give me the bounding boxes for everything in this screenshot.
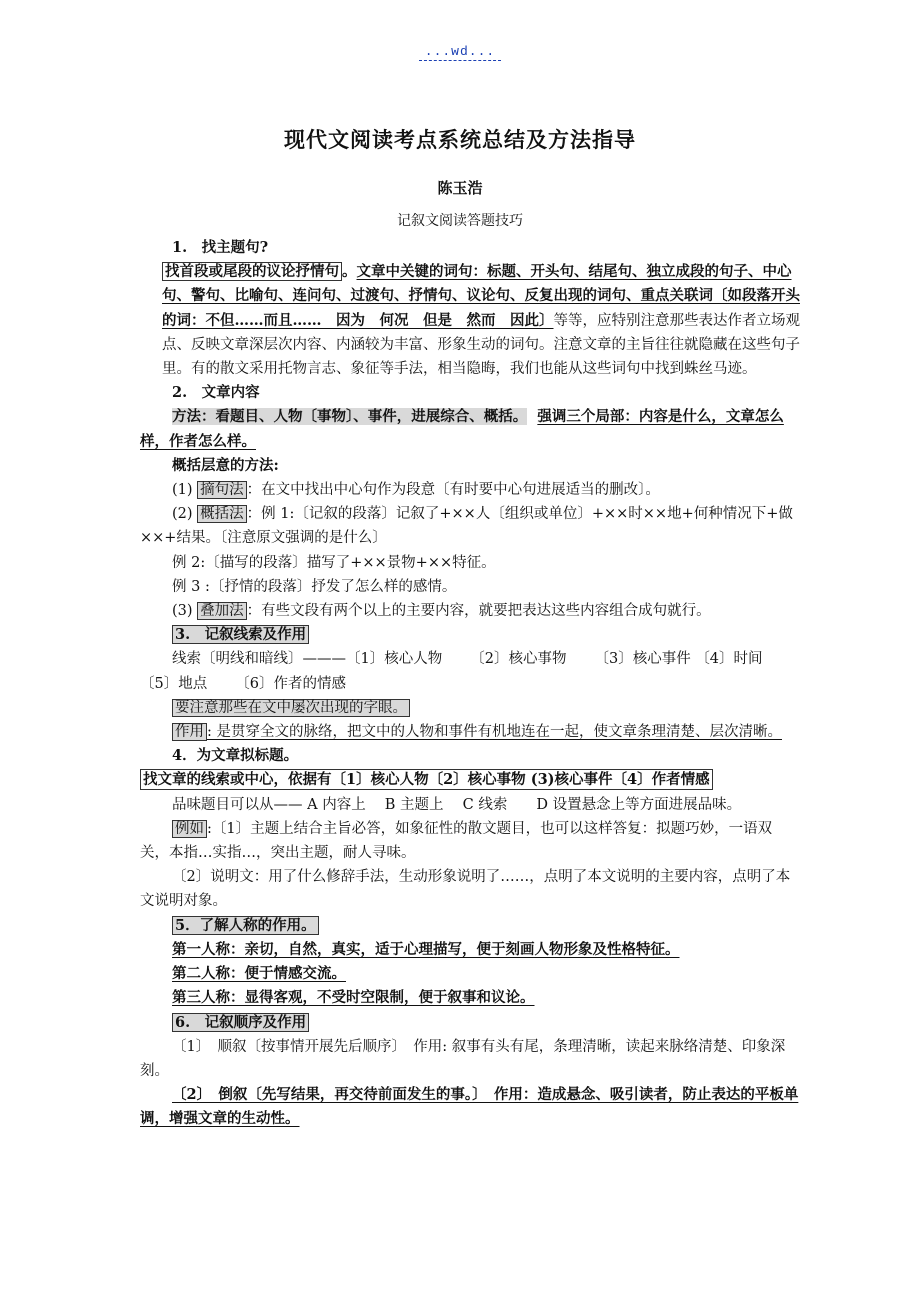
sec1-heading: 1. 找主题句? xyxy=(172,239,269,256)
m1-num: (1) xyxy=(172,482,193,499)
sec4-box-line xyxy=(140,768,800,792)
sec2-method: 方法：看题目、人物〔事物〕、事件，进展综合、概括。 xyxy=(172,408,528,426)
sec3-heading-line xyxy=(140,623,800,647)
sec5-p2: 第二人称：便于情感交流。 xyxy=(172,965,346,983)
m1-tag: 摘句法 xyxy=(197,481,247,499)
sec2-heading: 2. 文章内容 xyxy=(172,384,260,402)
sec4-example xyxy=(140,817,800,865)
sec2-example2: 例 2:〔描写的段落〕描写了+××景物+××特征。 xyxy=(172,554,496,571)
sec4-example2: 〔2〕说明文：用了什么修辞手法，生动形象说明了……，点明了本文说明的主要内容，点明了本文说明对象。 xyxy=(140,869,791,910)
sec6-heading-line xyxy=(140,1011,800,1035)
sec3-role xyxy=(140,720,800,744)
m3-text: ：有些文段有两个以上的主要内容，就要把表达这些内容组合成句就行。 xyxy=(246,603,711,620)
section-subtitle: 记叙文阅读答题技巧 xyxy=(397,213,523,229)
sec2-example3: 例 3 :〔抒情的段落〕抒发了怎么样的感情。 xyxy=(172,578,457,595)
page-header xyxy=(0,44,920,59)
sec3-role-tag: 作用 xyxy=(172,723,207,741)
m3-tag: 叠加法 xyxy=(197,602,247,620)
clue-e: 〔5〕地点 xyxy=(140,675,208,692)
sec2-emphasis: 强调三个局部：内容是什么，文章怎么样，作者怎么样。 xyxy=(140,408,784,450)
clue-f: 〔6〕作者的情感 xyxy=(235,675,346,692)
sec3-heading: 3. 记叙线索及作用 xyxy=(172,625,309,644)
m3-num: (3) xyxy=(172,603,193,620)
sec1-sep: 。 xyxy=(342,263,357,281)
sec6-s2: 〔2〕 倒叙〔先写结果，再交待前面发生的事。〕 作用：造成悬念、吸引读者，防止表达的平板单调，增强文章的生动性。 xyxy=(140,1086,799,1128)
sec5-p3-line xyxy=(140,986,800,1010)
sec1-key: 文章中关键的词句：标题、开头句、结尾句、独立成段的句子、中心句、警句、比喻句、连问句、过渡句、抒情句、议论句、反复出现的词句、重点关联词〔如段落开头的词：不但……而且…… 因为 何况 但是 然而 因此〕 xyxy=(162,263,800,329)
sec6-s1: 〔1〕 顺叙〔按事情开展先后顺序〕 作用: 叙事有头有尾，条理清晰，读起来脉络清楚、印象深刻。 xyxy=(140,1038,786,1079)
sec1-paragraph xyxy=(140,260,800,381)
sec5-p1-line xyxy=(140,938,800,962)
clue-a: 线索〔明线和暗线〕———〔1〕核心人物 xyxy=(172,651,443,668)
sec3-note-line xyxy=(140,696,800,720)
sec1-box: 找首段或尾段的议论抒情句 xyxy=(162,262,342,281)
header-text: ...wd... xyxy=(419,44,501,61)
sec6-s2-line xyxy=(140,1083,800,1131)
sec4-box: 找文章的线索或中心，依据有〔1〕核心人物〔2〕核心事物 (3)核心事件〔4〕作者情感 xyxy=(140,769,713,790)
sec4-eg-text: :〔1〕主题上结合主旨必答，如象征性的散文题目，也可以这样答复：拟题巧妙，一语双关，本指…实指…，突出主题，耐人寻味。 xyxy=(140,820,773,862)
document-title: 现代文阅读考点系统总结及方法指导 xyxy=(284,128,636,152)
sec5-heading: 5．了解人称的作用。 xyxy=(172,916,319,935)
clue-b: 〔2〕核心事物 xyxy=(470,651,567,668)
sec2-sub: 概括层意的方法: xyxy=(172,456,279,474)
document-body xyxy=(140,236,800,1132)
m2-num: (2) xyxy=(172,506,193,523)
sec2-method3 xyxy=(140,599,800,623)
sec5-heading-line xyxy=(140,914,800,938)
author-name: 陈玉浩 xyxy=(437,179,483,197)
sec3-clues xyxy=(140,647,800,695)
m2-tag: 概括法 xyxy=(197,505,247,523)
clue-c: 〔3〕核心事件 xyxy=(594,651,691,668)
sec3-role-text: : 是贯穿全文的脉络，把文中的人物和事件有机地连在一起，使文章条理清楚、层次清晰。 xyxy=(207,724,782,741)
sec4-eg-tag: 例如 xyxy=(172,820,207,838)
sec2-method-line xyxy=(140,405,800,453)
sec1-rest: 等等，应特别注意那些表达作者立场观点、反映文章深层次内容、内涵较为丰富、形象生动的词句。注意文章的主旨往往就隐藏在这些句子里。有的散文采用托物言志、象征等手法，相当隐晦，我们也能从这些词句中找到蛛丝马迹。 xyxy=(162,312,800,378)
m2-text: ：例 1:〔记叙的段落〕记叙了+××人〔组织或单位〕+××时××地+何种情况下+做××+结果。〔注意原文强调的是什么〕 xyxy=(140,506,793,547)
m1-text: ：在文中找出中心句作为段意〔有时要中心句进展适当的删改〕。 xyxy=(246,482,660,499)
sec5-p3: 第三人称：显得客观，不受时空限制，便于叙事和议论。 xyxy=(172,989,535,1007)
sec2-method2 xyxy=(140,502,800,550)
sec2-method1 xyxy=(140,478,800,502)
sec4-heading: 4．为文章拟标题。 xyxy=(172,747,299,765)
sec3-note: 要注意那些在文中屡次出现的字眼。 xyxy=(172,699,410,717)
sec5-p1: 第一人称：亲切，自然，真实，适于心理描写，便于刻画人物形象及性格特征。 xyxy=(172,940,680,958)
sec6-heading: 6. 记叙顺序及作用 xyxy=(172,1013,309,1032)
sec5-p2-line xyxy=(140,962,800,986)
clue-d: 〔4〕时间 xyxy=(695,651,763,668)
sec4-line: 品味题目可以从—— A 内容上 B 主题上 C 线索 D 设置悬念上等方面进展品味。 xyxy=(172,796,742,813)
